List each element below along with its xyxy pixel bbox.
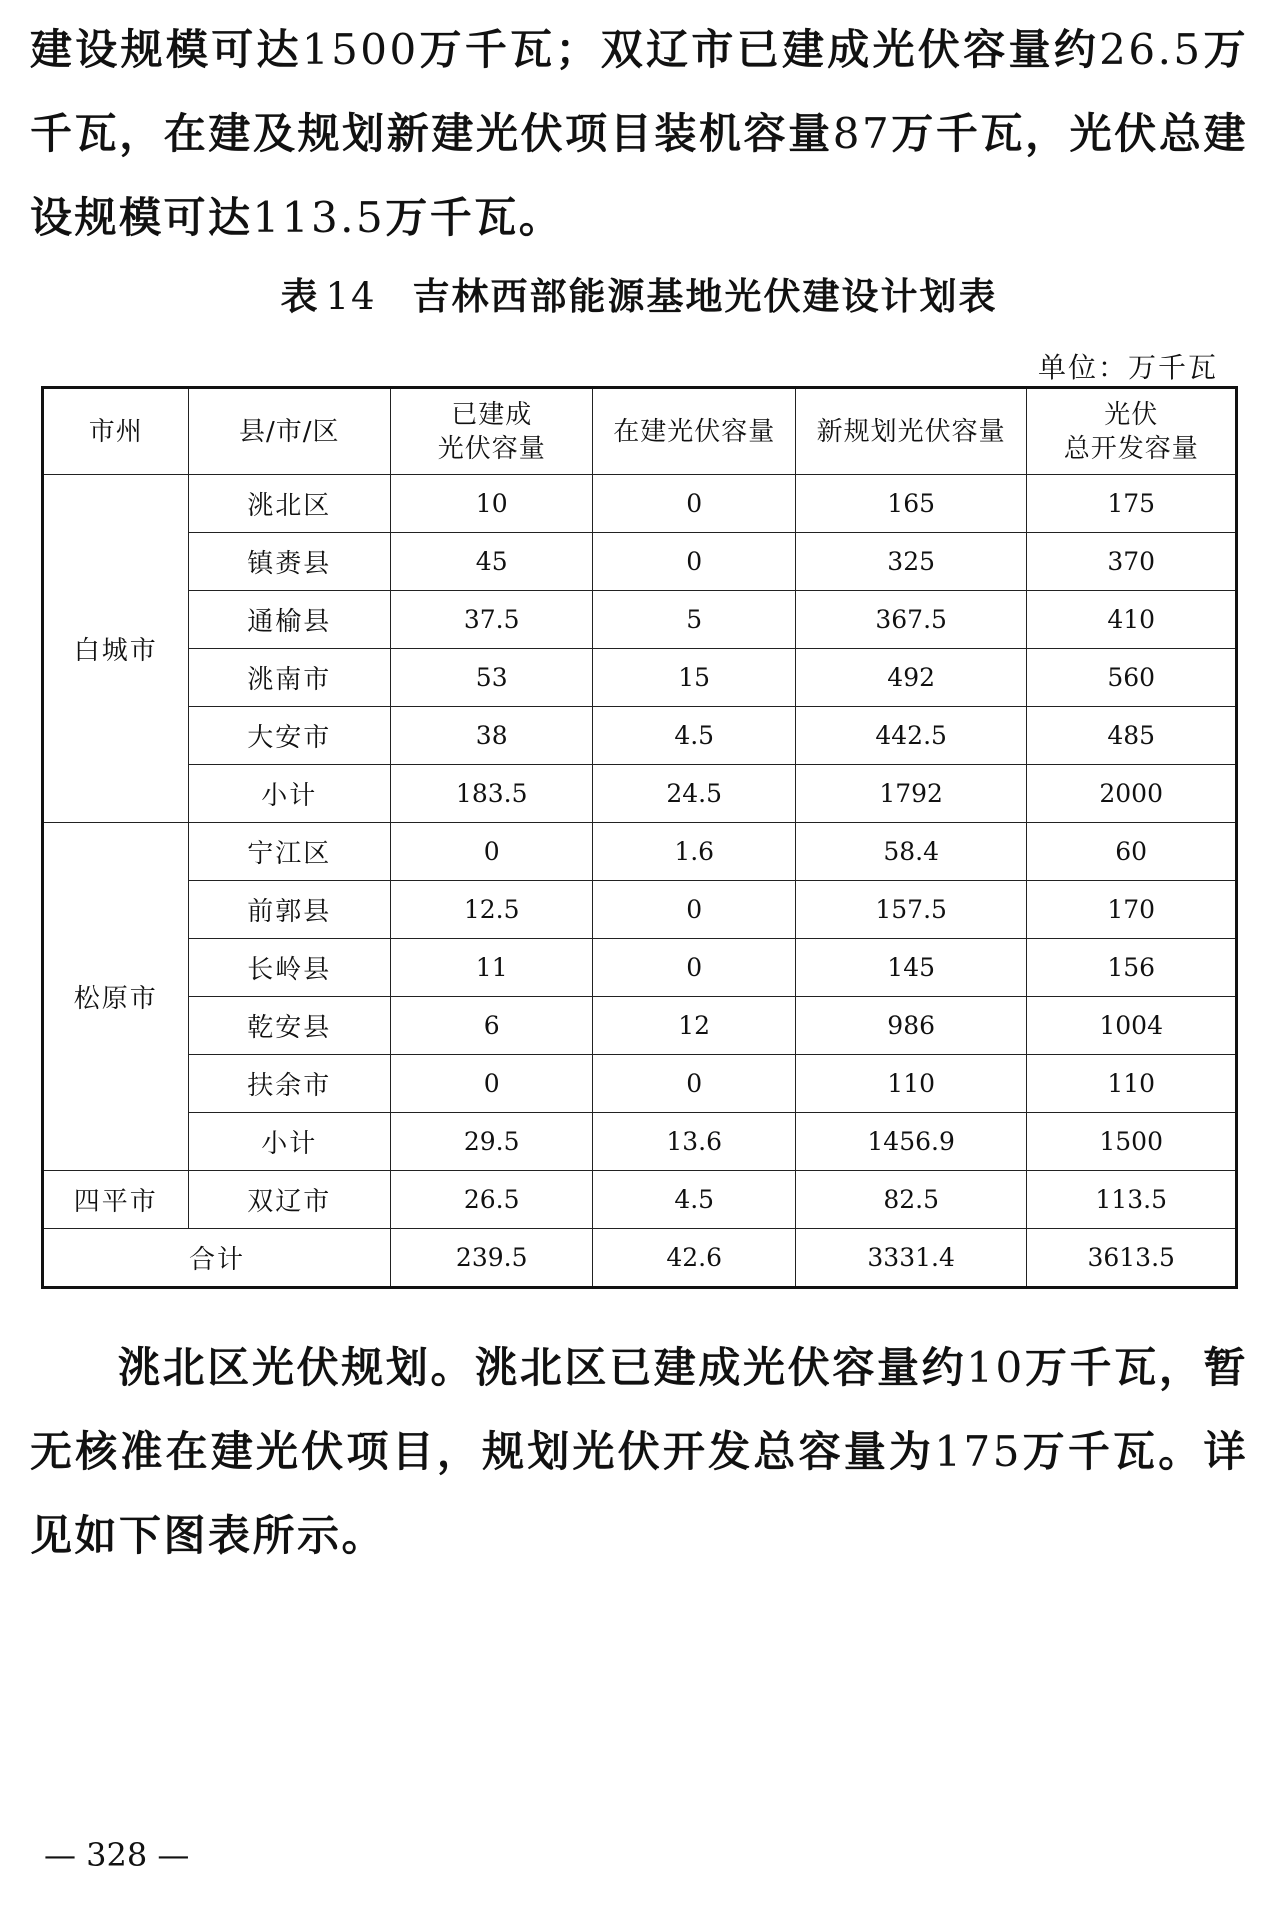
header-building: 在建光伏容量 xyxy=(593,388,795,475)
total-cell: 170 xyxy=(1027,881,1237,939)
header-planned: 新规划光伏容量 xyxy=(795,388,1026,475)
planned-cell: 492 xyxy=(795,649,1026,707)
built-cell: 11 xyxy=(390,939,593,997)
county-cell: 洮南市 xyxy=(188,649,390,707)
building-cell: 0 xyxy=(593,881,795,939)
planned-cell: 367.5 xyxy=(795,591,1026,649)
built-cell: 37.5 xyxy=(390,591,593,649)
county-cell: 前郭县 xyxy=(188,881,390,939)
total-total: 3613.5 xyxy=(1027,1229,1237,1288)
total-cell: 113.5 xyxy=(1027,1171,1237,1229)
table-row xyxy=(43,707,1237,765)
total-cell: 485 xyxy=(1027,707,1237,765)
city-cell: 四平市 xyxy=(43,1171,189,1229)
table-row xyxy=(43,881,1237,939)
total-cell: 156 xyxy=(1027,939,1237,997)
building-cell: 4.5 xyxy=(593,1171,795,1229)
total-cell: 110 xyxy=(1027,1055,1237,1113)
total-built: 239.5 xyxy=(390,1229,593,1288)
city-cell: 白城市 xyxy=(43,475,189,823)
table-row xyxy=(43,823,1237,881)
planned-cell: 442.5 xyxy=(795,707,1026,765)
page-number: — 328 — xyxy=(44,1836,190,1874)
planned-cell: 1456.9 xyxy=(795,1113,1026,1171)
built-cell: 29.5 xyxy=(390,1113,593,1171)
table-row xyxy=(43,649,1237,707)
building-cell: 0 xyxy=(593,1055,795,1113)
total-cell: 60 xyxy=(1027,823,1237,881)
built-cell: 12.5 xyxy=(390,881,593,939)
planned-cell: 110 xyxy=(795,1055,1026,1113)
county-cell: 小计 xyxy=(188,765,390,823)
county-cell: 扶余市 xyxy=(188,1055,390,1113)
total-building: 42.6 xyxy=(593,1229,795,1288)
building-cell: 1.6 xyxy=(593,823,795,881)
unit-label: 单位：万千瓦 xyxy=(1037,351,1218,384)
built-cell: 183.5 xyxy=(390,765,593,823)
header-built: 已建成 光伏容量 xyxy=(390,388,593,475)
building-cell: 0 xyxy=(593,533,795,591)
table-caption: 表 14 吉林西部能源基地光伏建设计划表 xyxy=(280,275,998,318)
outro-paragraph: 洮北区光伏规划。洮北区已建成光伏容量约10万千瓦，暂无核准在建光伏项目，规划光伏开发总容量为175万千瓦。详见如下图表所示。 xyxy=(30,1343,1248,1560)
built-cell: 53 xyxy=(390,649,593,707)
county-cell: 大安市 xyxy=(188,707,390,765)
planned-cell: 165 xyxy=(795,475,1026,533)
planned-cell: 986 xyxy=(795,997,1026,1055)
total-planned: 3331.4 xyxy=(795,1229,1026,1288)
table-row xyxy=(43,1113,1237,1171)
table-row xyxy=(43,475,1237,533)
total-row xyxy=(43,1229,1237,1288)
county-cell: 洮北区 xyxy=(188,475,390,533)
building-cell: 0 xyxy=(593,939,795,997)
building-cell: 24.5 xyxy=(593,765,795,823)
planned-cell: 1792 xyxy=(795,765,1026,823)
header-county: 县/市/区 xyxy=(188,388,390,475)
planned-cell: 58.4 xyxy=(795,823,1026,881)
total-cell: 175 xyxy=(1027,475,1237,533)
built-cell: 10 xyxy=(390,475,593,533)
intro-paragraph: 建设规模可达1500万千瓦；双辽市已建成光伏容量约26.5万千瓦，在建及规划新建光伏项目装机容量87万千瓦，光伏总建设规模可达113.5万千瓦。 xyxy=(30,25,1248,242)
built-cell: 45 xyxy=(390,533,593,591)
city-cell: 松原市 xyxy=(43,823,189,1171)
built-cell: 26.5 xyxy=(390,1171,593,1229)
table-header-row xyxy=(43,388,1237,475)
built-cell: 38 xyxy=(390,707,593,765)
building-cell: 13.6 xyxy=(593,1113,795,1171)
total-label: 合计 xyxy=(43,1229,391,1288)
table-row xyxy=(43,1055,1237,1113)
built-cell: 0 xyxy=(390,1055,593,1113)
total-cell: 410 xyxy=(1027,591,1237,649)
county-cell: 通榆县 xyxy=(188,591,390,649)
building-cell: 0 xyxy=(593,475,795,533)
building-cell: 15 xyxy=(593,649,795,707)
county-cell: 小计 xyxy=(188,1113,390,1171)
county-cell: 乾安县 xyxy=(188,997,390,1055)
table-row xyxy=(43,591,1237,649)
total-cell: 560 xyxy=(1027,649,1237,707)
total-cell: 1500 xyxy=(1027,1113,1237,1171)
built-cell: 0 xyxy=(390,823,593,881)
pv-plan-table xyxy=(41,386,1238,1289)
header-total: 光伏 总开发容量 xyxy=(1027,388,1237,475)
planned-cell: 325 xyxy=(795,533,1026,591)
table-row xyxy=(43,997,1237,1055)
table-row xyxy=(43,765,1237,823)
county-cell: 长岭县 xyxy=(188,939,390,997)
table-row xyxy=(43,939,1237,997)
county-cell: 宁江区 xyxy=(188,823,390,881)
planned-cell: 157.5 xyxy=(795,881,1026,939)
building-cell: 5 xyxy=(593,591,795,649)
county-cell: 镇赉县 xyxy=(188,533,390,591)
planned-cell: 145 xyxy=(795,939,1026,997)
county-cell: 双辽市 xyxy=(188,1171,390,1229)
building-cell: 12 xyxy=(593,997,795,1055)
table-row xyxy=(43,1171,1237,1229)
building-cell: 4.5 xyxy=(593,707,795,765)
total-cell: 2000 xyxy=(1027,765,1237,823)
total-cell: 370 xyxy=(1027,533,1237,591)
built-cell: 6 xyxy=(390,997,593,1055)
header-city: 市州 xyxy=(43,388,189,475)
total-cell: 1004 xyxy=(1027,997,1237,1055)
table-body xyxy=(43,475,1237,1229)
table-row xyxy=(43,533,1237,591)
planned-cell: 82.5 xyxy=(795,1171,1026,1229)
